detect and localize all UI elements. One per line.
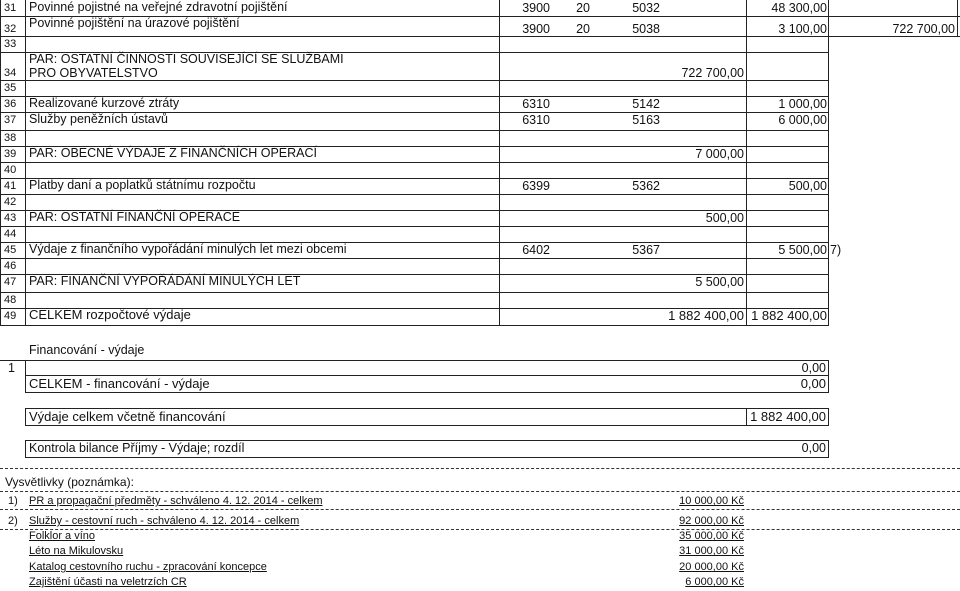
table-row xyxy=(0,178,960,194)
row-number: 46 xyxy=(4,260,17,272)
row-amount: 1 000,00 xyxy=(778,97,827,111)
row-number: 42 xyxy=(4,196,17,208)
table-row xyxy=(0,0,960,16)
row-number: 40 xyxy=(4,164,17,176)
row-org: 5142 xyxy=(632,97,660,111)
note-number: 2) xyxy=(8,515,18,527)
table-row xyxy=(0,96,960,112)
row-number: 44 xyxy=(4,228,17,240)
note-text: Zajištění účasti na veletrzích CR xyxy=(29,576,187,588)
table-row xyxy=(0,210,960,226)
row-label: Platby daní a poplatků státnímu rozpočtu xyxy=(29,178,256,192)
row-number: 39 xyxy=(4,148,17,160)
row-amount: 1 882 400,00 xyxy=(751,308,827,323)
table-row xyxy=(0,258,960,274)
row-amount: 3 100,00 xyxy=(778,22,827,36)
grid-line xyxy=(957,0,958,36)
row-number: 48 xyxy=(4,294,17,306)
row-label: Výdaje z finančního vypořádání minulých let mezi obcemi xyxy=(29,242,347,256)
note-value: 10 000,00 Kč xyxy=(679,495,744,507)
grid-line xyxy=(25,0,26,325)
grid-line xyxy=(499,0,500,325)
table-row xyxy=(0,292,960,308)
table-row xyxy=(0,242,960,258)
row-org: 5367 xyxy=(632,243,660,257)
row-number: 38 xyxy=(4,132,17,144)
row-subtotal: 7 000,00 xyxy=(695,147,744,161)
row-note-ref: 7) xyxy=(830,243,842,257)
row-divider xyxy=(0,325,829,326)
balance-value: 0,00 xyxy=(801,441,826,455)
note-value: 20 000,00 Kč xyxy=(679,561,744,573)
table-row xyxy=(0,308,960,325)
note-value: 92 000,00 Kč xyxy=(679,515,744,527)
note-text: PR a propagační předměty - schváleno 4. 12. 2014 - celkem xyxy=(29,495,323,507)
row-label: Služby peněžních ústavů xyxy=(29,112,168,126)
note-number: 1) xyxy=(8,495,18,507)
row-number: 33 xyxy=(4,38,17,50)
row-amount: 6 000,00 xyxy=(778,113,827,127)
row-number: 31 xyxy=(4,2,17,14)
row-number: 49 xyxy=(4,310,17,322)
table-row xyxy=(0,52,960,80)
row-number: 45 xyxy=(4,244,17,256)
table-row xyxy=(0,226,960,242)
row-org: 5362 xyxy=(632,179,660,193)
row-label: PAR: OSTATNÍ ČINNOSTI SOUVISEJÍCÍ SE SLUŽBAMI PRO OBYVATELSTVO xyxy=(29,52,344,80)
financing-total-label: CELKEM - financování - výdaje xyxy=(29,376,210,391)
row-label: PAR: OBECNÉ VÝDAJE Z FINANČNÍCH OPERACÍ xyxy=(29,146,318,160)
row-number: 43 xyxy=(4,212,17,224)
row-paragraph: 6402 xyxy=(522,243,550,257)
row-label: PAR: OSTATNÍ FINANČNÍ OPERACE xyxy=(29,210,241,224)
row-paragraph: 3900 xyxy=(522,22,550,36)
table-row xyxy=(0,80,960,96)
grid-line xyxy=(828,0,829,325)
note-text: Léto na Mikulovsku xyxy=(29,545,124,557)
grand-total-label: Výdaje celkem včetně financování xyxy=(29,409,226,424)
row-number: 41 xyxy=(4,180,17,192)
row-subtotal: 722 700,00 xyxy=(681,66,744,80)
financing-row-value: 0,00 xyxy=(801,361,826,375)
row-subtotal: 500,00 xyxy=(705,211,744,225)
row-paragraph: 6310 xyxy=(522,97,550,111)
row-paragraph: 6399 xyxy=(522,179,550,193)
table-row xyxy=(0,16,960,36)
table-row xyxy=(0,194,960,210)
table-row xyxy=(0,112,960,130)
table-row xyxy=(0,130,960,146)
note-value: 31 000,00 Kč xyxy=(679,545,744,557)
notes-title: Vysvětlivky (poznámka): xyxy=(5,475,134,489)
balance-label: Kontrola bilance Příjmy - Výdaje; rozdíl xyxy=(29,441,245,455)
row-number: 37 xyxy=(4,114,17,126)
row-label: Povinné pojistné na veřejné zdravotní pojištění xyxy=(29,0,288,14)
note-divider xyxy=(0,509,960,510)
financing-row-number: 1 xyxy=(8,361,15,375)
row-org: 5163 xyxy=(632,113,660,127)
row-par-total: 722 700,00 xyxy=(892,22,955,36)
row-amount: 5 500,00 xyxy=(778,243,827,257)
table-row xyxy=(0,36,960,52)
row-number: 47 xyxy=(4,276,17,288)
row-amount: 48 300,00 xyxy=(771,1,827,15)
table-row xyxy=(0,146,960,162)
row-subtotal: 5 500,00 xyxy=(695,275,744,289)
row-label: PAR: FINANČNÍ VYPOŘÁDÁNÍ MINULÝCH LET xyxy=(29,274,301,288)
row-subtotal: 1 882 400,00 xyxy=(668,308,744,323)
grid-line xyxy=(746,0,747,325)
financing-title: Financování - výdaje xyxy=(29,343,145,357)
row-paragraph: 6310 xyxy=(522,113,550,127)
note-divider xyxy=(0,529,960,530)
note-text: Služby - cestovní ruch - schváleno 4. 12. 2014 - celkem xyxy=(29,515,300,527)
table-row xyxy=(0,162,960,178)
row-number: 34 xyxy=(4,67,17,79)
financing-total-value: 0,00 xyxy=(800,376,826,391)
grid-line xyxy=(0,0,1,325)
row-paragraph: 3900 xyxy=(522,1,550,15)
grand-total-value: 1 882 400,00 xyxy=(750,409,826,424)
row-label: CELKEM rozpočtové výdaje xyxy=(29,307,191,322)
table-row xyxy=(0,274,960,292)
row-org: 5038 xyxy=(632,22,660,36)
row-org: 5032 xyxy=(632,1,660,15)
row-label: Realizované kurzové ztráty xyxy=(29,96,180,110)
row-amount: 500,00 xyxy=(788,179,827,193)
note-value: 6 000,00 Kč xyxy=(685,576,744,588)
note-value: 35 000,00 Kč xyxy=(679,530,744,542)
row-number: 32 xyxy=(4,23,17,35)
row-number: 35 xyxy=(4,82,17,94)
row-polozka: 20 xyxy=(576,22,590,36)
row-number: 36 xyxy=(4,98,17,110)
row-label: Povinné pojištění na úrazové pojištění xyxy=(29,16,240,30)
row-polozka: 20 xyxy=(576,1,590,15)
note-text: Folklor a víno xyxy=(29,530,96,542)
note-text: Katalog cestovního ruchu - zpracování koncepce xyxy=(29,561,267,573)
